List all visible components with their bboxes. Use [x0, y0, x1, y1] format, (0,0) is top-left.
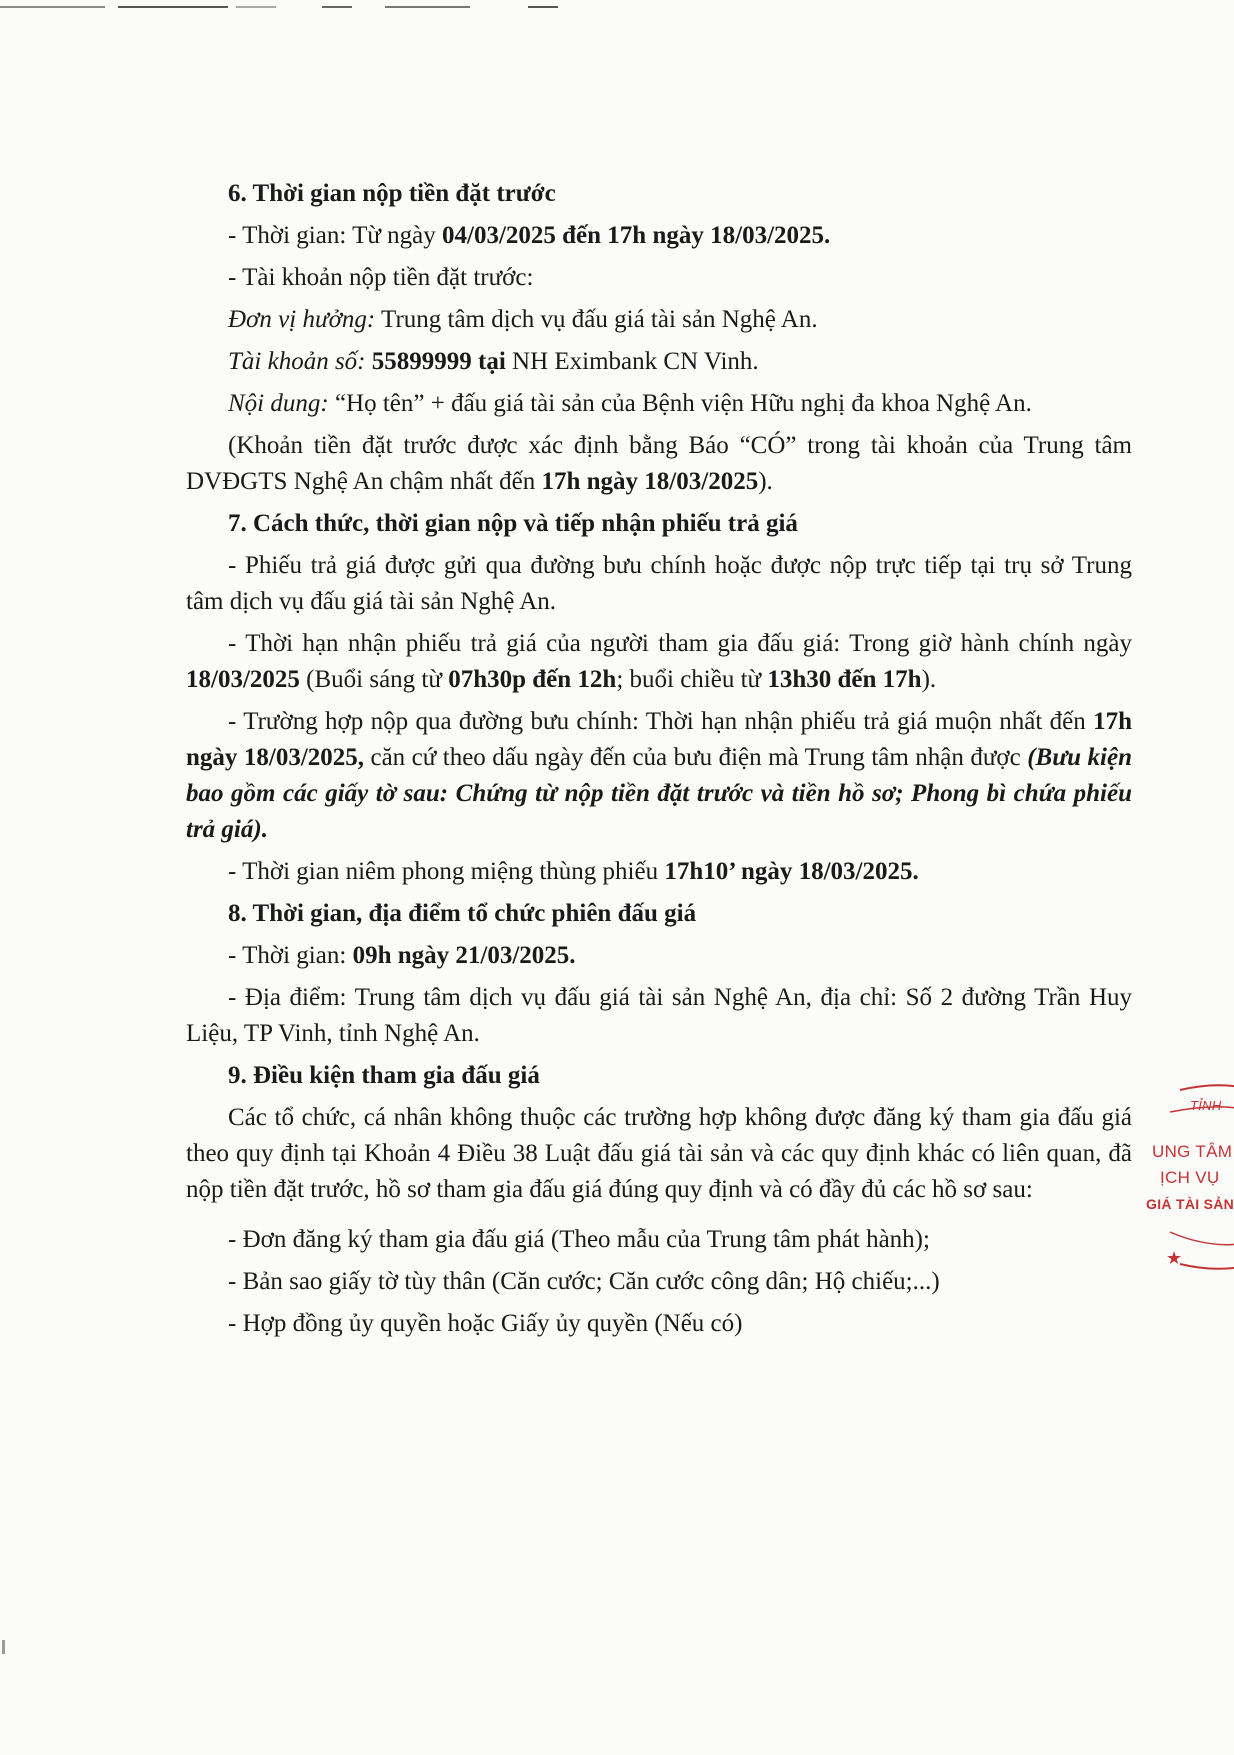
- s7-p2-g: ).: [921, 666, 937, 693]
- s8-place: - Địa điểm: Trung tâm dịch vụ đấu giá tài sản Nghệ An, địa chỉ: Số 2 đường Trần Huy Liệu, TP Vinh, tỉnh Nghệ An.: [186, 984, 1132, 1047]
- s6-account-heading: - Tài khoản nộp tiền đặt trước:: [228, 264, 534, 291]
- s7-p2-b: 18/03/2025: [186, 666, 300, 693]
- s9-item-2: - Bản sao giấy tờ tùy thân (Căn cước; Căn cước công dân; Hộ chiếu;...): [228, 1268, 940, 1295]
- s6-account-label: Tài khoản số:: [228, 348, 366, 375]
- section-6-title: 6. Thời gian nộp tiền đặt trước: [228, 180, 556, 207]
- s6-account-bank: NH Eximbank CN Vinh.: [505, 348, 759, 375]
- s6-beneficiary-value: Trung tâm dịch vụ đấu giá tài sản Nghệ An.: [375, 306, 818, 333]
- s6-account-number: 55899999 tại: [365, 348, 506, 375]
- document-page: [186, 176, 1132, 1342]
- scan-mark-left: [2, 1640, 5, 1654]
- s7-p4-b: 17h10’ ngày 18/03/2025.: [664, 858, 919, 885]
- section-8-title: 8. Thời gian, địa điểm tổ chức phiên đấu giá: [228, 900, 697, 927]
- scan-edge-top: [0, 6, 1234, 12]
- s7-p2-f: 13h30 đến 17h: [767, 666, 922, 693]
- s7-p4: [186, 854, 1132, 890]
- section-9-title: 9. Điều kiện tham gia đấu giá: [228, 1062, 540, 1089]
- stamp-line-3: GIÁ TÀI SẢN: [1146, 1196, 1234, 1212]
- s7-p2-a: - Thời hạn nhận phiếu trả giá của người tham gia đấu giá: Trong giờ hành chính ngày: [228, 630, 1132, 657]
- s6-content-value: “Họ tên” + đấu giá tài sản của Bệnh viện Hữu nghị đa khoa Nghệ An.: [328, 390, 1032, 417]
- s7-p3: [186, 704, 1132, 848]
- s9-item-3: - Hợp đồng ủy quyền hoặc Giấy ủy quyền (Nếu có): [228, 1310, 743, 1337]
- s9-item-1: - Đơn đăng ký tham gia đấu giá (Theo mẫu của Trung tâm phát hành);: [228, 1226, 930, 1253]
- s8-time: [186, 938, 1132, 974]
- s6-content: [186, 386, 1132, 422]
- s7-p3-d: (Bưu kiện bao gồm các giấy tờ sau: Chứng từ nộp tiền đặt trước và tiền hồ sơ; Phong bì chứa phiếu trả giá).: [186, 744, 1132, 843]
- s6-beneficiary: [186, 302, 1132, 338]
- s6-content-label: Nội dung:: [228, 390, 329, 417]
- s7-p1: - Phiếu trả giá được gửi qua đường bưu chính hoặc được nộp trực tiếp tại trụ sở Trung tâm dịch vụ đấu giá tài sản Nghệ An.: [186, 552, 1132, 615]
- s7-p2-d: 07h30p đến 12h: [448, 666, 617, 693]
- s7-p2-c: (Buổi sáng từ: [299, 666, 449, 693]
- s6-beneficiary-label: Đơn vị hưởng:: [228, 306, 376, 333]
- stamp-outer-arc-bottom: [1180, 1258, 1234, 1269]
- s9-p1: Các tổ chức, cá nhân không thuộc các trường hợp không được đăng ký tham gia đấu giá theo quy định tại Khoản 4 Điều 38 Luật đấu giá tài sản và các quy định khác có liên quan, đã nộp tiền đặt trước, hồ sơ tham gia đấu giá đúng quy định và có đầy đủ các hồ sơ sau:: [186, 1104, 1132, 1203]
- s6-note-text: (Khoản tiền đặt trước được xác định bằng Báo “CÓ” trong tài khoản của Trung tâm DVĐGTS Nghệ An chậm nhất đến: [186, 432, 1132, 495]
- s8-time-a: - Thời gian:: [228, 942, 353, 969]
- s7-p2-e: ; buổi chiều từ: [616, 666, 768, 693]
- section-7-title: 7. Cách thức, thời gian nộp và tiếp nhận phiếu trả giá: [228, 510, 798, 537]
- s7-p2: [186, 626, 1132, 698]
- s6-time-value: 04/03/2025 đến 17h ngày 18/03/2025.: [442, 222, 831, 249]
- stamp-star-icon: ★: [1166, 1248, 1183, 1268]
- s7-p4-a: - Thời gian niêm phong miệng thùng phiếu: [228, 858, 665, 885]
- s8-time-b: 09h ngày 21/03/2025.: [352, 942, 576, 969]
- s7-p3-b: 17h ngày 18/03/2025,: [186, 708, 1132, 771]
- s6-time-prefix: - Thời gian: Từ ngày: [228, 222, 443, 249]
- stamp-line-2: ỊCH VỤ: [1160, 1168, 1220, 1187]
- s6-note-end: ).: [758, 468, 773, 495]
- s6-account: [186, 344, 1132, 380]
- stamp-line-1: UNG TÂM: [1152, 1142, 1233, 1161]
- s6-time: [186, 218, 1132, 254]
- stamp-inner-arc-bottom: [1170, 1232, 1234, 1245]
- s7-p3-c: căn cứ theo dấu ngày đến của bưu điện mà Trung tâm nhận được: [364, 744, 1028, 771]
- stamp-outer-arc-top: [1180, 1085, 1234, 1096]
- s7-p3-a: - Trường hợp nộp qua đường bưu chính: Thời hạn nhận phiếu trả giá muộn nhất đến: [228, 708, 1094, 735]
- s6-note: [186, 428, 1132, 500]
- s6-note-bold: 17h ngày 18/03/2025: [541, 468, 759, 495]
- stamp-top-text: TỈNH: [1190, 1098, 1222, 1113]
